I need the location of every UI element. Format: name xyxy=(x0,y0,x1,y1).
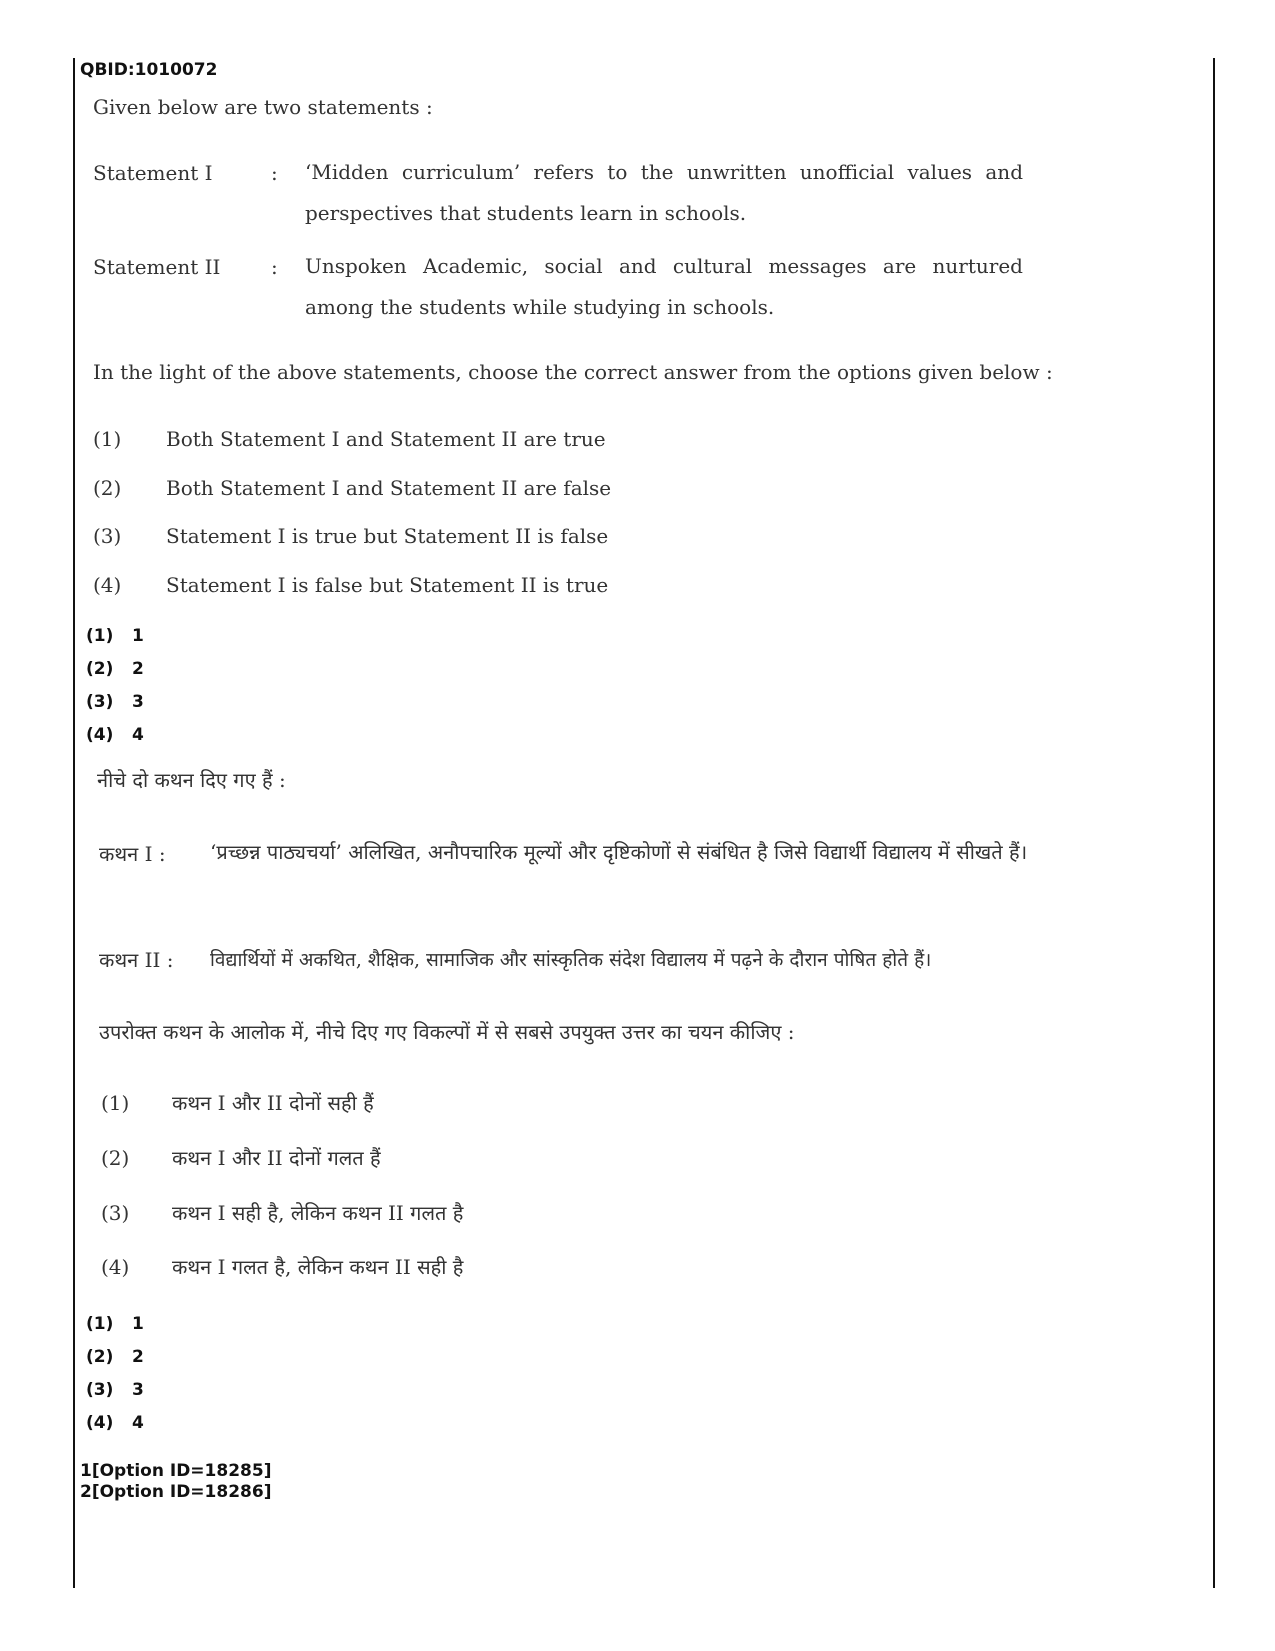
answer2-row-4-num: (4) xyxy=(86,1413,114,1433)
option-id-2: 2[Option ID=18286] xyxy=(80,1482,272,1502)
answer2-row-3-num: (3) xyxy=(86,1380,114,1400)
answer2-row-1-val: 1 xyxy=(132,1314,144,1334)
question-id: QBID:1010072 xyxy=(80,60,218,80)
hindi-option-1-text: कथन I और II दोनों सही हैं xyxy=(172,1091,374,1115)
answer2-row-3-val: 3 xyxy=(132,1380,144,1400)
hindi-prompt: उपरोक्त कथन के आलोक में, नीचे दिए गए विकल्पों में से सबसे उपयुक्त उत्तर का चयन कीजिए : xyxy=(99,1020,795,1044)
answer2-row-2-val: 2 xyxy=(132,1347,144,1367)
answer-row-1-val: 1 xyxy=(132,626,144,646)
english-statement-1-text: ‘Midden curriculum’ refers to the unwritten unofficial values and perspectives that students learn in schools. xyxy=(305,160,1023,225)
english-statement-2-colon: : xyxy=(271,255,278,279)
answer2-row-2-num: (2) xyxy=(86,1347,114,1367)
hindi-option-2-text: कथन I और II दोनों गलत हैं xyxy=(172,1146,381,1170)
answer2-row-4-val: 4 xyxy=(132,1413,144,1433)
answer-row-4-num: (4) xyxy=(86,725,114,745)
english-option-4-text: Statement I is false but Statement II is true xyxy=(166,573,609,597)
hindi-statement-2-label: कथन II : xyxy=(99,948,174,972)
left-border-rule xyxy=(73,58,75,1588)
answer2-row-4 xyxy=(86,1413,144,1433)
english-option-3-num: (3) xyxy=(93,524,122,548)
answer-row-1-num: (1) xyxy=(86,626,114,646)
english-option-4-num: (4) xyxy=(93,573,122,597)
english-statement-1-colon: : xyxy=(271,161,278,185)
option-id-1: 1[Option ID=18285] xyxy=(80,1461,272,1481)
hindi-statement-2-text: विद्यार्थियों में अकथित, शैक्षिक, सामाजिक और सांस्कृतिक संदेश विद्यालय में पढ़ने के दौरान पोषित होते हैं। xyxy=(210,949,932,971)
english-option-3-text: Statement I is true but Statement II is false xyxy=(166,524,609,548)
hindi-option-2-num: (2) xyxy=(101,1146,130,1170)
english-option-2-text: Both Statement I and Statement II are false xyxy=(166,476,612,500)
english-statement-1-label: Statement I xyxy=(93,161,213,185)
hindi-option-3-text: कथन I सही है, लेकिन कथन II गलत है xyxy=(172,1201,464,1225)
english-intro: Given below are two statements : xyxy=(93,95,433,119)
hindi-intro: नीचे दो कथन दिए गए हैं : xyxy=(97,768,286,792)
hindi-option-4-num: (4) xyxy=(101,1255,130,1279)
answer-row-3-val: 3 xyxy=(132,692,144,712)
answer2-row-1 xyxy=(86,1314,144,1334)
answer-row-2-num: (2) xyxy=(86,659,114,679)
hindi-option-3-num: (3) xyxy=(101,1201,130,1225)
answer2-row-3 xyxy=(86,1380,144,1400)
english-option-1-num: (1) xyxy=(93,427,122,451)
answer-row-1 xyxy=(86,626,144,646)
english-option-1-text: Both Statement I and Statement II are true xyxy=(166,427,606,451)
english-option-2-num: (2) xyxy=(93,476,122,500)
hindi-option-4-text: कथन I गलत है, लेकिन कथन II सही है xyxy=(172,1255,464,1279)
right-border-rule xyxy=(1213,58,1215,1588)
answer2-row-2 xyxy=(86,1347,144,1367)
english-statement-2-text: Unspoken Academic, social and cultural messages are nurtured among the students while studying in schools. xyxy=(305,254,1023,319)
answer-row-2-val: 2 xyxy=(132,659,144,679)
answer-row-2 xyxy=(86,659,144,679)
hindi-option-1-num: (1) xyxy=(101,1091,130,1115)
english-statement-2-label: Statement II xyxy=(93,255,221,279)
answer2-row-1-num: (1) xyxy=(86,1314,114,1334)
answer-row-3 xyxy=(86,692,144,712)
answer-row-4 xyxy=(86,725,144,745)
english-prompt: In the light of the above statements, choose the correct answer from the options given below : xyxy=(93,360,1053,384)
hindi-statement-1-label: कथन I : xyxy=(99,842,166,866)
hindi-statement-1-text: ‘प्रच्छन्न पाठ्यचर्या’ अलिखित, अनौपचारिक मूल्यों और दृष्टिकोणों से संबंधित है जिसे विद्यार्थी विद्यालय में सीखते हैं। xyxy=(210,840,1028,864)
answer-row-4-val: 4 xyxy=(132,725,144,745)
answer-row-3-num: (3) xyxy=(86,692,114,712)
